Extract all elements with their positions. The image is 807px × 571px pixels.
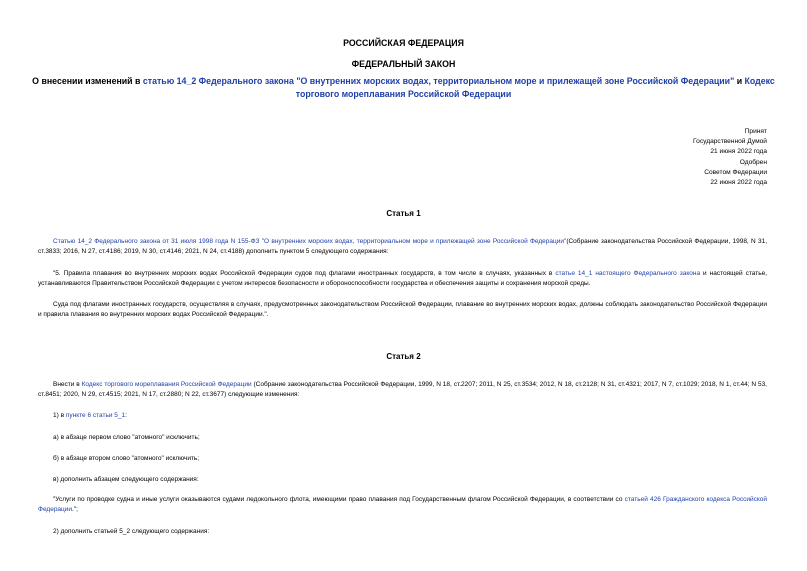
- article-1-paragraph-1: [38, 237, 767, 258]
- article-1-p2-text-end: и настоящей статье, устанавливаются Правительством Российской Федерации с учетом интересов безопасности и обороноспособности государства и обеспечения защиты и сохранения морской среды.: [38, 270, 767, 288]
- item-c-text: в) дополнить абзацем следующего содержания:: [53, 476, 199, 483]
- article-2-quote: [38, 495, 767, 516]
- adoption-line: 22 июня 2022 года: [710, 179, 767, 187]
- quote-link-civil-code[interactable]: статьей 426 Гражданского кодекса Российской Федерации: [38, 496, 768, 514]
- country-heading: РОССИЙСКАЯ ФЕДЕРАЦИЯ: [343, 38, 464, 48]
- article-2-item-2: [38, 527, 767, 537]
- article-1-p3-text: Суда под флагами иностранных государств, осуществляя в случаях, предусмотренных законодательством Российской Федерации, плавание во внутренних морских водах, должны соблюдать законодательство Российской Федерации и правила плавания во внутренних морских водах Российской Федерации.".: [38, 301, 767, 319]
- adoption-line: Принят: [744, 128, 767, 135]
- article-2-paragraph-1: [38, 380, 767, 401]
- article-2-item-b: [38, 454, 767, 464]
- title-link-article-14-2[interactable]: статью 14_2 Федерального закона "О внутренних морских водах, территориальном море и прилежащей зоне Российской Федерации": [142, 76, 735, 86]
- title-link-maritime-code[interactable]: Кодекс торгового мореплавания Российской Федерации: [295, 76, 775, 99]
- article-2-item-a: [38, 433, 767, 443]
- quote-text: "Услуги по проводке судна и иные услуги оказываются судами ледокольного флота, имеющими право плавания под Государственным флагом Российской Федерации, в соответствии со: [53, 496, 625, 503]
- article-2-p1-text: Внести в: [53, 381, 82, 388]
- quote-text-end: .";: [72, 506, 78, 514]
- doc-type-heading: ФЕДЕРАЛЬНЫЙ ЗАКОН: [351, 59, 456, 69]
- adoption-line: Одобрен: [739, 158, 767, 166]
- adoption-line: Государственной Думой: [693, 138, 767, 146]
- law-title: [22, 75, 785, 100]
- article-1-paragraph-3: [38, 300, 767, 321]
- item-b-text: б) в абзаце втором слово "атомного" исключить;: [53, 455, 200, 462]
- article-2-item-1: [38, 411, 767, 421]
- title-prefix: О внесении изменений в: [32, 76, 143, 86]
- article-2-p1-text-end: (Собрание законодательства Российской Федерации, 1999, N 18, ст.2207; 2011, N 25, ст.3534; 2012, N 18, ст.2128; N 31, ст.4321; 2017, N 7, ст.1029; 2018, N 1, ст.44; N 53, ст.8451; 2020, N 29, ст.4515; 2021, N 17, ст.2880; N 22, ст.3677) следующие изменения:: [38, 381, 767, 399]
- article-2-item-c: [38, 475, 767, 485]
- article-1-link-federal-law[interactable]: Статью 14_2 Федерального закона от 31 июля 1998 года N 155-ФЗ "О внутренних морских водах, территориальном море и прилежащей зоне Российской Федерации": [53, 238, 567, 245]
- adoption-line: Советом Федерации: [704, 168, 767, 176]
- article-1-paragraph-2: [38, 269, 767, 290]
- adoption-line: 21 июня 2022 года: [710, 148, 767, 156]
- item-1-text-end: :: [125, 412, 127, 419]
- article-1-link-this-law[interactable]: настоящего Федерального закона: [595, 270, 701, 277]
- article-2-heading: Статья 2: [386, 352, 421, 361]
- item-1-link-article-5-1[interactable]: пункте 6 статьи 5_1: [65, 412, 126, 419]
- article-2-link-maritime-code[interactable]: Кодекс торгового мореплавания Российской Федерации: [81, 381, 252, 388]
- item-a-text: а) в абзаце первом слово "атомного" исключить;: [53, 434, 200, 441]
- article-1-heading: Статья 1: [386, 209, 421, 218]
- title-middle: и: [734, 76, 745, 86]
- item-2-text: 2) дополнить статьей 5_2 следующего содержания:: [53, 528, 210, 535]
- article-1-p2-text: "5. Правила плавания во внутренних морских водах Российской Федерации судов под флагами иностранных государств, в том числе в случаях, указанных в: [53, 270, 556, 277]
- adoption-block: [567, 127, 767, 188]
- article-1-link-14-1[interactable]: статье 14_1: [555, 270, 593, 277]
- item-1-text: 1) в: [53, 412, 66, 419]
- article-1-p1-text: (Собрание законодательства Российской Федерации, 1998, N 31, ст.3833; 2016, N 27, ст.4186; 2019, N 30, ст.4146; 2021, N 24, ст.4188) дополнить пунктом 5 следующего содержания:: [38, 238, 767, 256]
